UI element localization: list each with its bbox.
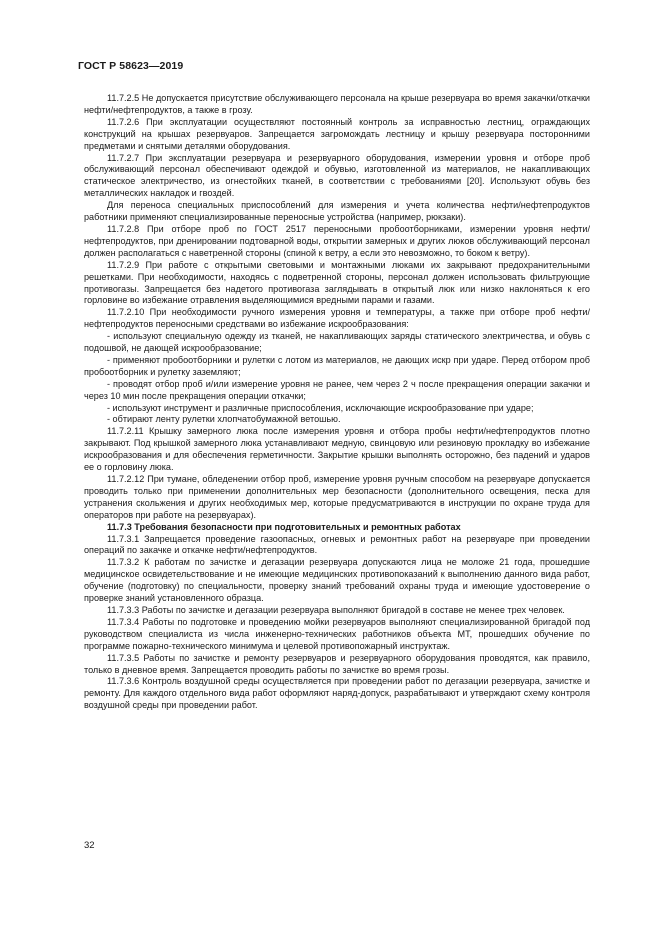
paragraph: Для переноса специальных приспособлений для измерения и учета количества нефти/нефтепродуктов работники применяют специализированные переносные устройства (например, рюкзаки). [84,200,590,223]
paragraph: - используют специальную одежду из тканей, не накапливающих заряды статического электричества, и обувь с подошвой, не дающей искрообразование; [84,331,590,354]
section-heading: 11.7.3 Требования безопасности при подготовительных и ремонтных работах [107,521,461,532]
paragraph: 11.7.3.2 К работам по зачистке и дегазации резервуара допускаются лица не моложе 21 года, прошедшие медицинское освидетельствование и не имеющие медицинских противопоказаний к выполнению данного вида работ, обучение (подготовку) по специальности, проверку знаний требований охраны труда и имеющие удостоверение о проверке знаний установленного образца. [84,557,590,604]
paragraph: 11.7.3.6 Контроль воздушной среды осуществляется при проведении работ по дегазации резервуара, зачистке и ремонту. Для каждого отдельного вида работ оформляют наряд-допуск, разрабатывают и утверждают схему контроля воздушной среды при проведении работ. [84,676,590,711]
document-body [84,93,590,712]
paragraph: 11.7.3.1 Запрещается проведение газоопасных, огневых и ремонтных работ на резервуаре при проведении операций по закачке и откачке нефти/нефтепродуктов. [84,533,590,556]
paragraph: - обтирают ленту рулетки хлопчатобумажной ветошью. [107,414,341,425]
paragraph: 11.7.2.9 При работе с открытыми световыми и монтажными люками их закрывают предохранительными решетками. При необходимости, находясь с подветренной стороны, персонал должен использовать фильтрующие противогазы. Запрещается без надетого противогаза заглядывать в открытый люк или низко наклоняться к его горловине во избежание отравления выделяющимися вредными парами и газами. [84,259,590,306]
document-header: ГОСТ Р 58623—2019 [78,60,184,72]
paragraph: 11.7.2.11 Крышку замерного люка после измерения уровня и отбора пробы нефти/нефтепродуктов плотно закрывают. Под крышкой замерного люка устанавливают медную, свинцовую или резиновую прокладку во избежание искрообразования и для обеспечения герметичности. Закрытие крышки выполнять осторожно, без падений и ударов ее о горловину люка. [84,426,590,473]
paragraph: 11.7.2.7 При эксплуатации резервуара и резервуарного оборудования, измерении уровня и отборе проб обслуживающий персонал обеспечивают одеждой и обувью, изготовленной из материалов, не накапливающих статическое электричество, из огнестойких тканей, в соответствии с требованиями [20]. Используют обувь без металлических накладок и гвоздей. [84,152,590,199]
paragraph: 11.7.2.5 Не допускается присутствие обслуживающего персонала на крыше резервуара во время закачки/откачки нефти/нефтепродуктов, а также в грозу. [84,93,590,115]
paragraph: 11.7.2.12 При тумане, обледенении отбор проб, измерение уровня ручным способом на резервуаре допускается проводить только при применении дополнительных мер безопасности (дополнительного освещения, песка для устранения скольжения и других необходимых мер, которые предусматриваются в инструкции по охране труда для операторов при работе на резервуарах). [84,474,590,520]
paragraph: - используют инструмент и различные приспособления, исключающие искрообразование при ударе; [107,402,534,413]
paragraph: 11.7.2.10 При необходимости ручного измерения уровня и температуры, а также при отборе проб нефти/нефтепродуктов переносными средствами во избежание искрообразования: [84,307,590,330]
paragraph: - применяют пробоотборники и рулетки с лотом из материалов, не дающих искр при ударе. Перед отбором проб пробоотборник и рулетку заземляют; [84,354,590,377]
paragraph: - проводят отбор проб и/или измерение уровня не ранее, чем через 2 ч после прекращения операции закачки и через 10 мин после прекращения операции откачки; [84,378,590,401]
page-number: 32 [84,840,95,851]
paragraph: 11.7.3.4 Работы по подготовке и проведению мойки резервуаров выполняют специализированной бригадой под руководством специалиста из числа инженерно-технических работников объекта МТ, прошедших обучение по программе пожарно-технического минимума и целевой противопожарный инструктаж. [84,616,590,651]
paragraph: 11.7.2.8 При отборе проб по ГОСТ 2517 переносными пробоотборниками, измерении уровня нефти/нефтепродуктов, при дренировании подтоварной воды, открытии замерных и других люков обслуживающий персонал должен располагаться с наветренной стороны (спиной к ветру, а если это невозможно, то боком к ветру). [84,223,590,258]
paragraph: 11.7.3.5 Работы по зачистке и ремонту резервуаров и резервуарного оборудования проводятся, как правило, только в дневное время. Запрещается проводить работы по зачистке во время грозы. [84,652,590,675]
paragraph: 11.7.3.3 Работы по зачистке и дегазации резервуара выполняют бригадой в составе не менее трех человек. [107,604,565,615]
paragraph: 11.7.2.6 При эксплуатации осуществляют постоянный контроль за исправностью лестниц, ограждающих конструкций на крышах резервуаров. Запрещается загромождать лестницу и крышу резервуара посторонними предметами и снятыми деталями оборудования. [84,116,590,151]
